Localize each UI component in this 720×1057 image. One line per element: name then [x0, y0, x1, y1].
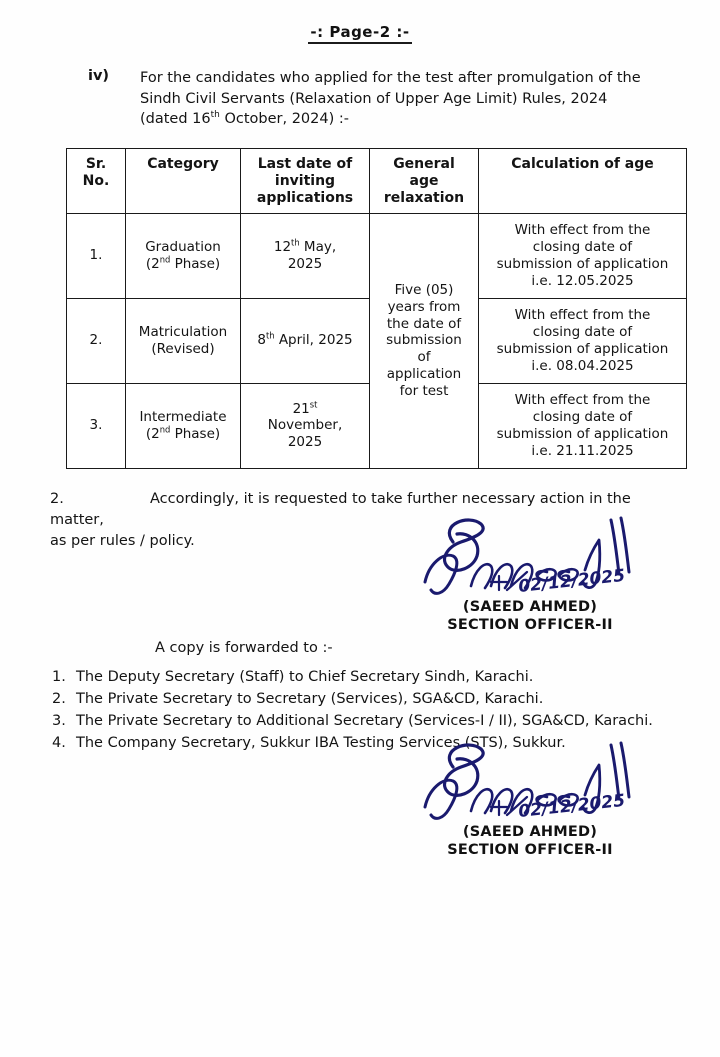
- cell-calculation-line4: i.e. 21.11.2025: [531, 442, 634, 459]
- list-item-index: 1.: [52, 669, 66, 685]
- column-header-last-date-line1: Last date of: [257, 155, 353, 172]
- clause-line-2: Sindh Civil Servants (Relaxation of Upper Age Limit) Rules, 2024: [140, 90, 608, 107]
- cell-category-phase-superscript: nd: [159, 254, 171, 265]
- cell-general-age-relaxation: [370, 213, 479, 468]
- column-header-relaxation: [370, 148, 479, 213]
- cell-calculation: [479, 213, 687, 298]
- cell-category-line2: [130, 256, 236, 273]
- cell-category-phase-post: Phase): [170, 425, 221, 442]
- cell-category-phase-pre: (Revised): [151, 340, 215, 357]
- page-title: -: Page-2 :-: [308, 23, 411, 44]
- cell-category-line1: Matriculation: [138, 324, 228, 341]
- cell-calculation-line1: With effect from the: [514, 307, 651, 324]
- cell-category-phase-post: Phase): [170, 255, 221, 272]
- cell-calculation-line2: closing date of: [532, 409, 633, 426]
- column-header-serial: [67, 148, 126, 213]
- table-body: [67, 213, 687, 468]
- cell-last-date-post: May,: [299, 239, 337, 256]
- paragraph-2-text: Accordingly, it is requested to take further necessary action in the matter,: [50, 490, 631, 528]
- cell-last-date-line1: [245, 401, 365, 418]
- cell-calculation: [479, 298, 687, 383]
- list-item-index: 2.: [52, 691, 66, 708]
- cell-category-line1: Graduation: [145, 239, 221, 256]
- column-header-calculation: Calculation of age: [479, 148, 687, 213]
- cell-calculation-line4: i.e. 12.05.2025: [531, 272, 634, 289]
- cell-calculation-line1: With effect from the: [514, 222, 651, 239]
- relaxation-line-5: of: [417, 349, 431, 366]
- list-item-text: The Company Secretary, Sukkur IBA Testing Services (STS), Sukkur.: [76, 735, 566, 752]
- cell-category-phase-pre: (2: [145, 255, 160, 272]
- signatory-name: (SAEED AHMED): [462, 599, 598, 615]
- signature-ink-svg: [395, 737, 665, 823]
- column-header-serial-line1: Sr.: [85, 155, 107, 172]
- column-header-relaxation-line2: age: [409, 173, 439, 190]
- handwritten-date: 02/12/2025: [517, 565, 626, 597]
- table-row: [67, 213, 687, 298]
- relaxation-line-6: application: [386, 365, 462, 382]
- signature-ink-svg: [395, 512, 665, 598]
- handwritten-date: 02/12/2025: [517, 790, 626, 822]
- page-title-container: [0, 0, 720, 44]
- column-header-category: Category: [126, 148, 241, 213]
- cell-serial: 3.: [67, 383, 126, 468]
- cell-last-date-superscript: th: [265, 330, 275, 341]
- clause-marker: iv): [88, 68, 110, 84]
- cell-calculation: [479, 383, 687, 468]
- relaxation-line-1: Five (05): [394, 282, 454, 299]
- cell-category-phase-superscript: nd: [159, 424, 171, 435]
- cell-last-date: [241, 298, 370, 383]
- column-header-last-date: [241, 148, 370, 213]
- cell-category-phase-pre: (2: [145, 425, 160, 442]
- cell-calculation-line4: i.e. 08.04.2025: [531, 357, 634, 374]
- cell-last-date-line1: [245, 332, 365, 349]
- column-header-relaxation-line1: General: [393, 155, 455, 172]
- clause-line-3-pre: (dated 16: [140, 111, 211, 128]
- cell-calculation-line3: submission of application: [496, 255, 669, 272]
- cell-last-date: [241, 383, 370, 468]
- signature-block-primary: [380, 512, 680, 634]
- clause-line-3: [140, 109, 662, 130]
- handwritten-signature: [395, 512, 665, 598]
- paragraph-2-line-2: as per rules / policy.: [50, 532, 195, 549]
- cell-serial: 2.: [67, 298, 126, 383]
- age-table-container: [66, 148, 669, 469]
- cell-category-line2: [130, 341, 236, 358]
- cell-last-date-pre: 8: [257, 332, 266, 349]
- cell-last-date: [241, 213, 370, 298]
- signature-block-secondary: [380, 737, 680, 859]
- cell-last-date-line2: 2025: [287, 255, 323, 272]
- relaxation-line-7: for test: [399, 382, 449, 399]
- cell-calculation-line2: closing date of: [532, 324, 633, 341]
- relaxation-line-4: submission: [386, 332, 462, 349]
- cell-last-date-superscript: th: [291, 237, 300, 248]
- cell-last-date-line1: [245, 239, 365, 256]
- handwritten-signature: [395, 737, 665, 823]
- clause-body: [140, 68, 662, 130]
- paragraph-2-number: 2.: [50, 490, 64, 507]
- age-relaxation-table: [66, 148, 687, 469]
- list-item-text: The Private Secretary to Secretary (Services), SGA&CD, Karachi.: [76, 691, 544, 708]
- cell-calculation-line3: submission of application: [496, 425, 669, 442]
- cell-category: [126, 298, 241, 383]
- list-item: [52, 688, 662, 710]
- clause-line-1: For the candidates who applied for the test after promulgation of the: [140, 70, 641, 86]
- list-item-text: The Private Secretary to Additional Secretary (Services-I / II), SGA&CD, Karachi.: [76, 713, 653, 730]
- cell-calculation-line2: closing date of: [532, 239, 633, 256]
- table-header: [67, 148, 687, 213]
- cell-last-date-line2: November,: [267, 417, 343, 434]
- copy-forwarded-heading: A copy is forwarded to :-: [155, 640, 333, 656]
- cell-calculation-line3: submission of application: [496, 340, 669, 357]
- list-item: [52, 666, 662, 688]
- signatory-role: SECTION OFFICER-II: [447, 842, 613, 859]
- clause-line-3-superscript: th: [210, 110, 220, 121]
- list-item: [52, 710, 662, 732]
- cell-last-date-line3: 2025: [287, 434, 323, 451]
- column-header-last-date-line3: applications: [256, 190, 354, 207]
- cell-category-line2: [130, 426, 236, 443]
- list-item-index: 3.: [52, 713, 66, 730]
- clause-line-3-post: October, 2024) :-: [219, 111, 349, 128]
- relaxation-line-3: the date of: [386, 315, 462, 332]
- signatory-role: SECTION OFFICER-II: [447, 617, 613, 634]
- table-header-row: [67, 148, 687, 213]
- cell-calculation-line1: With effect from the: [514, 392, 651, 409]
- clause-iv: [88, 68, 662, 130]
- cell-category: [126, 383, 241, 468]
- column-header-relaxation-line3: relaxation: [383, 190, 465, 207]
- column-header-last-date-line2: inviting: [274, 173, 336, 190]
- signatory-name: (SAEED AHMED): [462, 824, 598, 840]
- cell-last-date-pre: 21: [292, 400, 310, 417]
- cell-serial: 1.: [67, 213, 126, 298]
- column-header-serial-line2: No.: [82, 173, 110, 190]
- list-item-text: The Deputy Secretary (Staff) to Chief Secretary Sindh, Karachi.: [76, 669, 534, 685]
- cell-category: [126, 213, 241, 298]
- cell-category-line1: Intermediate: [139, 409, 227, 426]
- cell-last-date-superscript: st: [309, 399, 318, 410]
- cell-last-date-pre: 12: [273, 239, 292, 256]
- cell-last-date-post: April, 2025: [274, 332, 353, 349]
- list-item-index: 4.: [52, 735, 66, 752]
- relaxation-line-2: years from: [387, 298, 461, 315]
